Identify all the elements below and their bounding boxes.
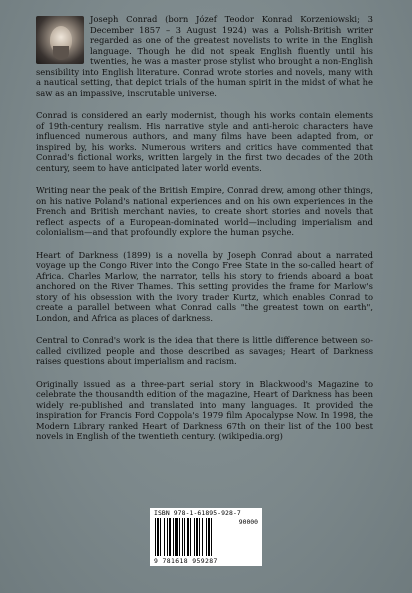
barcode-bar (175, 518, 178, 556)
blurb-paragraph-3: Writing near the peak of the British Empire, Conrad drew, among other things, on his native Poland's national experiences and on his own experiences in the French and British merchant navies, to create short stories and novels that reflect aspects of a European-dominated world—including imperialism and colonialism—and that profoundly explore the human psyche. (36, 185, 373, 237)
isbn-barcode (150, 508, 262, 566)
barcode-bar (173, 518, 174, 556)
blurb-paragraph-4: Heart of Darkness (1899) is a novella by Joseph Conrad about a narrated voyage up the Congo River into the Congo Free State in the so-called heart of Africa. Charles Marlow, the narrator, tells his story to friends aboard a boat anchored on the River Thames. This setting provides the frame for Marlow's story of his obsession with the ivory trader Kurtz, which enables Conrad to create a parallel between what Conrad calls "the greatest town on earth", London, and Africa as places of darkness. (36, 249, 373, 323)
barcode-bar (184, 518, 185, 556)
barcode-number: 9 781618 959287 (154, 557, 218, 565)
barcode-bar (160, 518, 161, 556)
isbn-text: ISBN 978-1-61895-928-7 (154, 509, 241, 517)
barcode-bar (211, 518, 212, 556)
barcode-bar (167, 518, 168, 556)
blurb-paragraph-1: Joseph Conrad (born Józef Teodor Konrad Korzeniowski; 3 December 1857 – 3 August 1924) was a Polish-British writer regarded as one of the greatest novelists to write in the English language. Though he did not speak English fluently until his twenties, he was a master prose stylist who brought a non-English sensibility into English literature. Conrad wrote stories and novels, many with a nautical setting, that depict trials of the human spirit in the midst of what he saw as an impassive, inscrutable universe. (36, 14, 373, 98)
barcode-bar (179, 518, 180, 556)
barcode-bar (157, 518, 159, 556)
barcode-bar (208, 518, 210, 556)
price-code: 90000 (238, 518, 258, 526)
blurb-paragraph-2: Conrad is considered an early modernist, though his works contain elements of 19th-century realism. His narrative style and anti-heroic characters have influenced numerous authors, and many films have been adapted from, or inspired by, his works. Numerous writers and critics have commented that Conrad's fictional works, written largely in the first two decades of the 20th century, seem to have anticipated later world events. (36, 110, 373, 173)
barcode-bar (199, 518, 200, 556)
barcode-bar (155, 518, 156, 556)
barcode-bar (206, 518, 207, 556)
barcode-bar (182, 518, 183, 556)
barcode-bar (169, 518, 171, 556)
blurb-paragraph-6: Originally issued as a three-part serial story in Blackwood's Magazine to celebrate the thousandth edition of the magazine, Heart of Darkness has been widely re-published and translated into many languages. It provided the inspiration for Francis Ford Coppola's 1979 film Apocalypse Now. In 1998, the Modern Library ranked Heart of Darkness 67th on their list of the 100 best novels in English of the twentieth century. (wikipedia.org) (36, 378, 373, 441)
barcode-bar (190, 518, 191, 556)
blurb-text (36, 14, 373, 454)
blurb-paragraph-5: Central to Conrad's work is the idea that there is little difference between so-called civilized people and those described as savages; Heart of Darkness raises questions about imperialism and racism. (36, 335, 373, 366)
barcode-bar (194, 518, 195, 556)
barcode-bar (187, 518, 189, 556)
barcode-bar (196, 518, 198, 556)
barcode-bars (155, 518, 229, 556)
barcode-bar (164, 518, 165, 556)
barcode-bar (202, 518, 203, 556)
